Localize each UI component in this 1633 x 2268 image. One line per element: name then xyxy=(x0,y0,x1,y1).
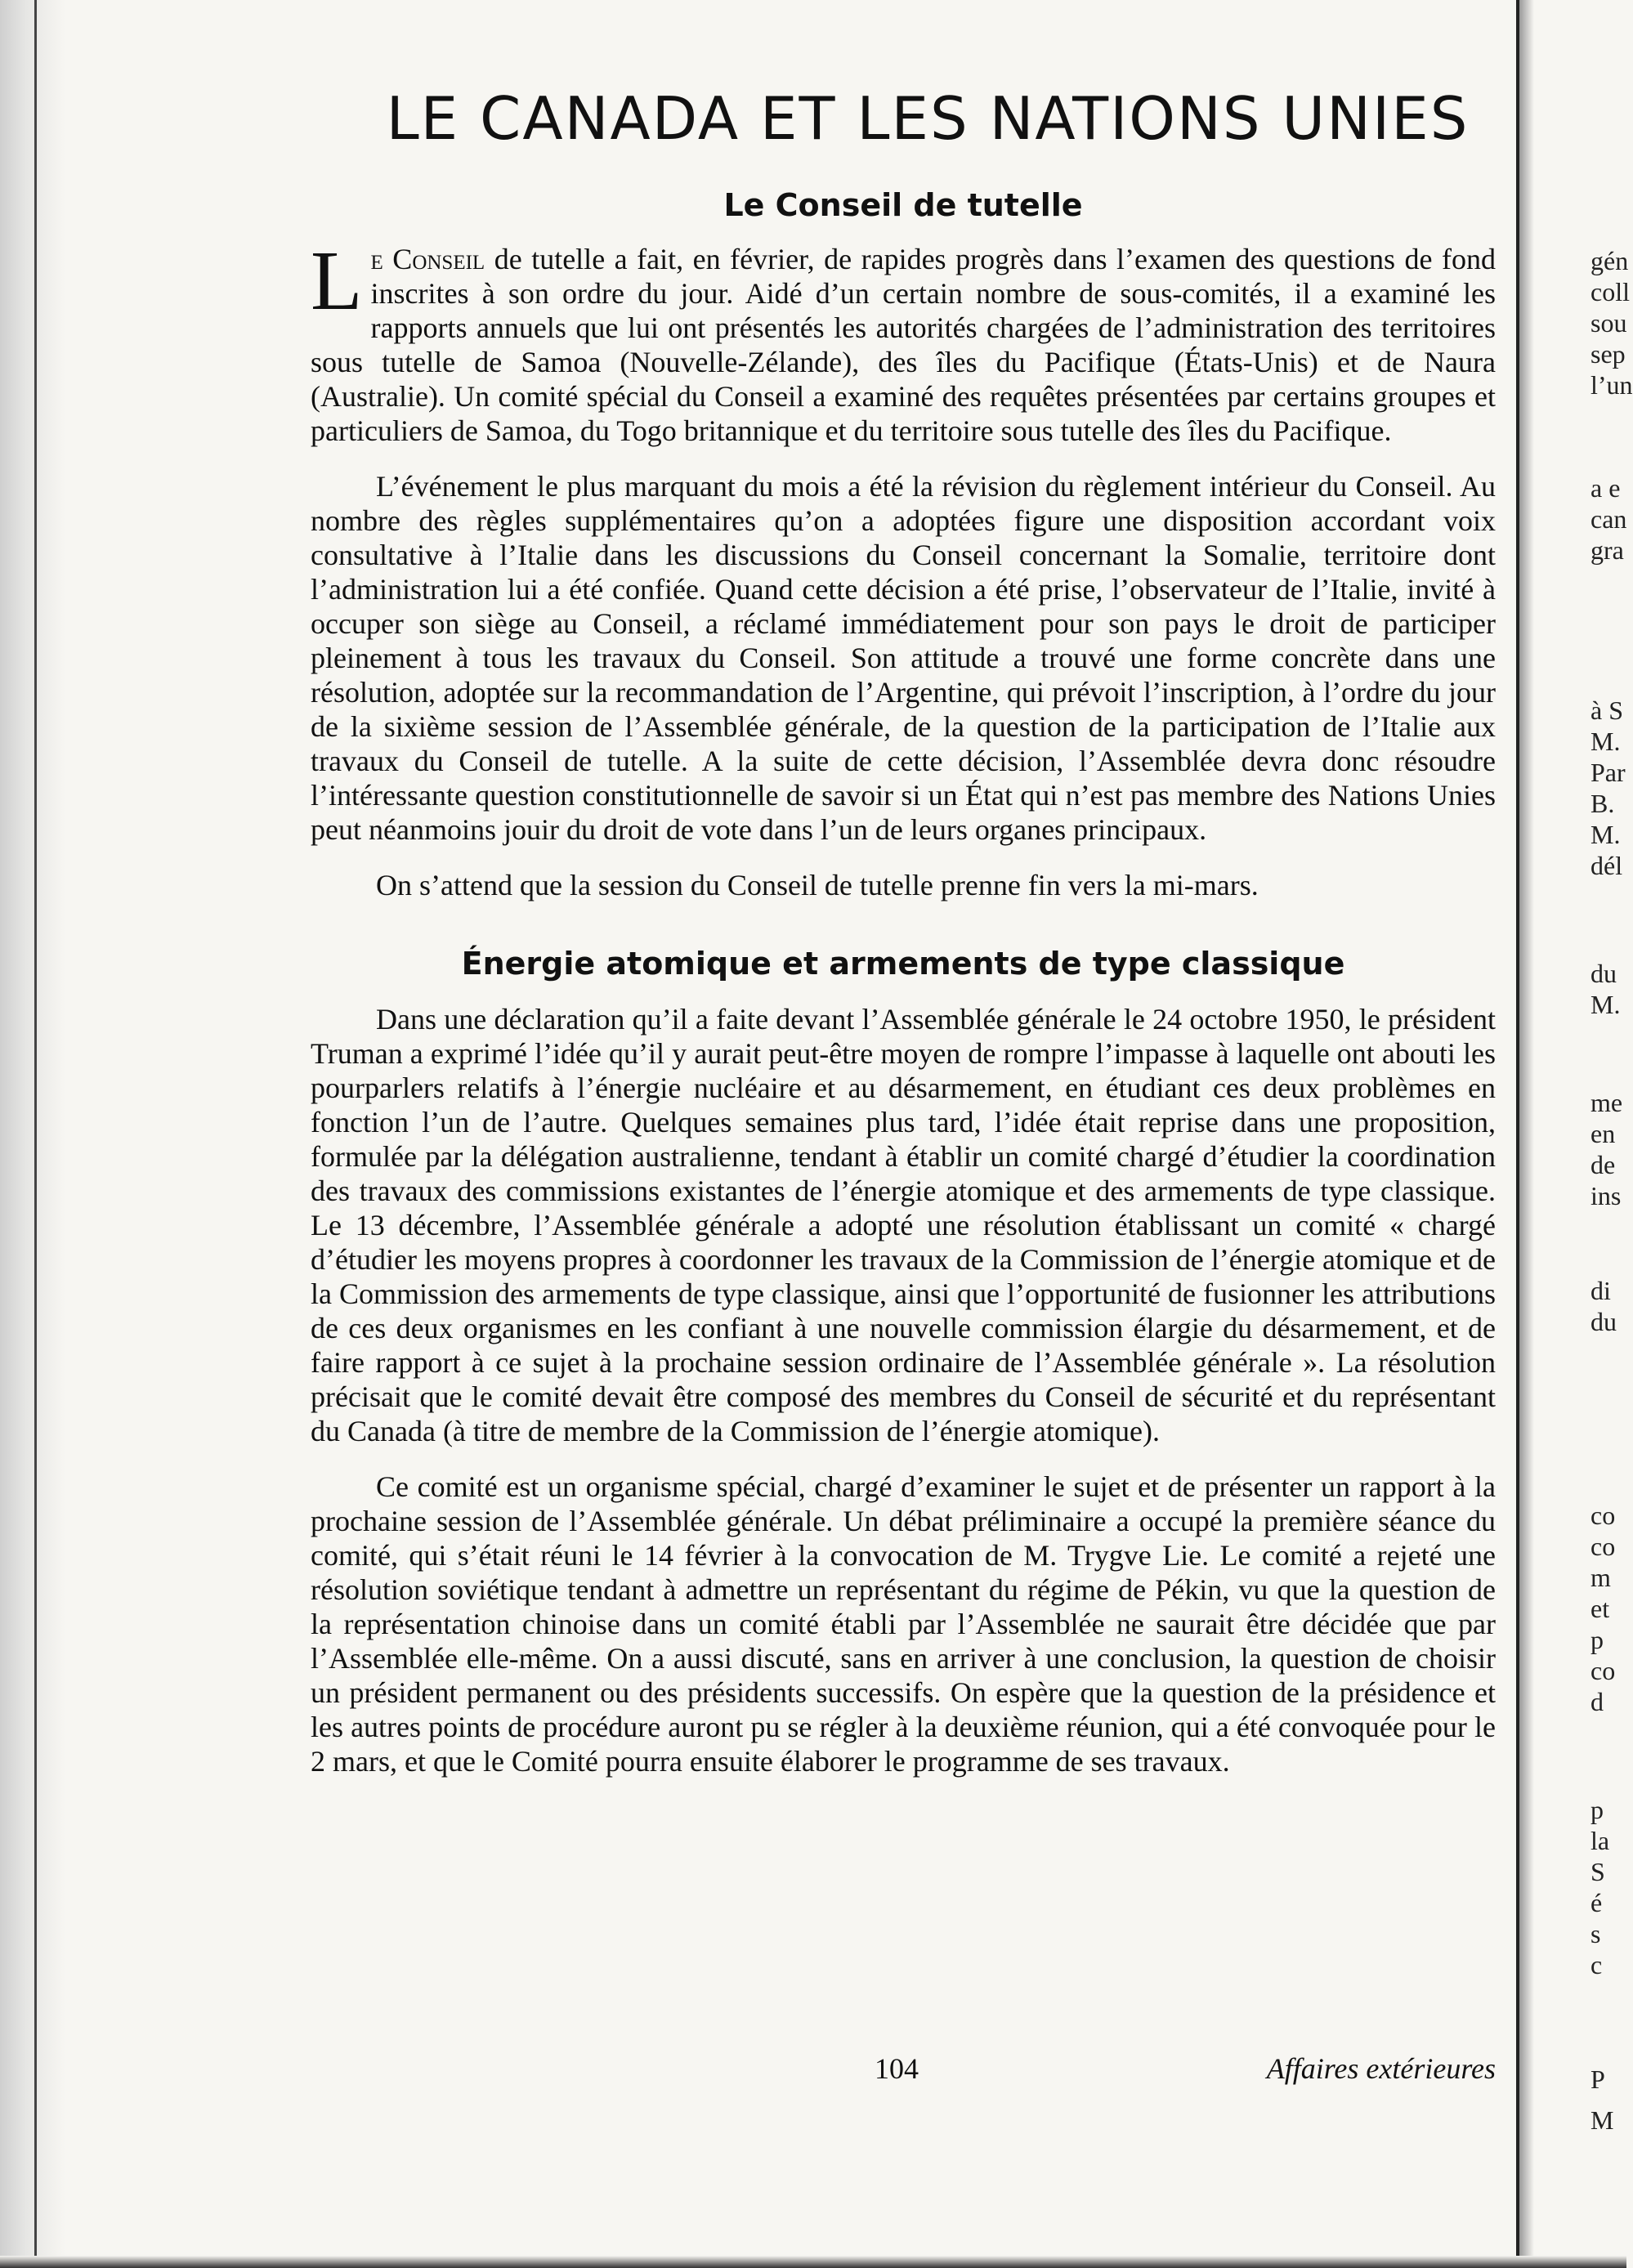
adjacent-page-fragment: s xyxy=(1590,1919,1601,1948)
adjacent-page-fragment: sou xyxy=(1590,308,1627,338)
adjacent-page-fragment: me xyxy=(1590,1088,1623,1117)
journal-name: Affaires extérieures xyxy=(1266,2052,1496,2085)
adjacent-page-fragment: d xyxy=(1590,1687,1604,1716)
adjacent-page-fragment: l’un xyxy=(1590,370,1633,400)
adjacent-page-fragment: la xyxy=(1590,1826,1610,1855)
adjacent-page-fragment: P xyxy=(1590,2064,1605,2094)
adjacent-page-fragment: du xyxy=(1590,959,1617,988)
adjacent-page-fragment: M. xyxy=(1590,727,1621,756)
adjacent-page-fragment: du xyxy=(1590,1307,1617,1336)
adjacent-page-fragment: can xyxy=(1590,504,1627,534)
adjacent-page-fragment: M xyxy=(1590,2105,1614,2135)
page-number: 104 xyxy=(875,2052,919,2085)
adjacent-page-fragment: dél xyxy=(1590,851,1623,880)
paragraph-trusteeship-3: On s’attend que la session du Conseil de tutelle prenne fin vers la mi-mars. xyxy=(376,869,1259,901)
adjacent-page-fragment: gra xyxy=(1590,535,1624,565)
adjacent-page-fragment: S xyxy=(1590,1857,1605,1886)
article-title: LE CANADA ET LES NATIONS UNIES xyxy=(386,84,1470,153)
adjacent-page-fragment: à S xyxy=(1590,696,1623,725)
adjacent-page-fragment: M. xyxy=(1590,820,1621,849)
adjacent-page-fragment: di xyxy=(1590,1276,1611,1305)
document-page xyxy=(311,82,1496,1778)
adjacent-page-fragment: co xyxy=(1590,1532,1616,1561)
adjacent-page-fragment: a e xyxy=(1590,473,1621,503)
adjacent-page-fragment: coll xyxy=(1590,277,1630,306)
left-binding-line xyxy=(34,0,37,2268)
bottom-scan-edge xyxy=(0,2256,1626,2268)
paragraph-text: de tutelle a fait, en février, de rapides progrès dans l’examen des questions de fond inscrites à son ordre du jour. Aidé d’un certain nombre de sous-comités, il a examiné les rapports annuels que lui ont présentés les autorités chargées de l’administration des territoires sous tutelle de Samoa (Nouvelle-Zélande), des îles du Pacifique (États-Unis) et de Naura (Australie). Un comité spécial du Conseil a examiné des requêtes présentées par certains groupes et particuliers de Samoa, du Togo britannique et du territoire sous tutelle des îles du Pacifique. xyxy=(311,243,1496,447)
adjacent-page-fragment: p xyxy=(1590,1625,1604,1654)
paragraph-trusteeship-2: L’événement le plus marquant du mois a été la révision du règlement intérieur du Conseil. Au nombre des règles supplémentaires qu’on a adoptées figure une disposition accordant voix consultative à l’Italie dans les discussions du Conseil concernant la Somalie, territoire dont l’administration lui a été confiée. Quand cette décision a été prise, l’observateur de l’Italie, invité à occuper son siège au Conseil, a réclamé immédiatement pour son pays le droit de participer pleinement à tous les travaux du Conseil. Son attitude a trouvé une forme concrète dans une résolution, adoptée sur la recommandation de l’Argentine, qui prévoit l’inscription, à l’ordre du jour de la sixième session de l’Assemblée générale, de la question de la participation de l’Italie aux travaux du Conseil de tutelle. A la suite de cette décision, l’Assemblée devra donc résoudre l’intéressante question constitutionnelle de savoir si un État qui n’est pas membre des Nations Unies peut néanmoins jouir du droit de vote dans l’un de leurs organes principaux. xyxy=(311,470,1496,846)
drop-cap: L xyxy=(311,234,363,328)
page-gutter-shadow xyxy=(1519,0,1534,2268)
section-heading-atomic-energy: Énergie atomique et armements de type classique xyxy=(461,946,1345,982)
adjacent-page-fragment: en xyxy=(1590,1119,1616,1148)
adjacent-page-fragment: p xyxy=(1590,1795,1604,1824)
adjacent-page-fragment: et xyxy=(1590,1594,1610,1623)
adjacent-page-fragment: B. xyxy=(1590,789,1615,818)
paragraph-trusteeship-1 xyxy=(311,234,1496,448)
paragraph-atomic-1: Dans une déclaration qu’il a faite devant l’Assemblée générale le 24 octobre 1950, le président Truman a exprimé l’idée qu’il y aurait peut-être moyen de rompre l’impasse à laquelle ont abouti les pourparlers relatifs à l’énergie nucléaire et au désarmement, en étudiant ces deux problèmes en fonction l’un de l’autre. Quelques semaines plus tard, l’idée était reprise dans une proposition, formulée par la délégation australienne, tendant à établir un comité chargé d’étudier la coordination des travaux des commissions existantes de l’énergie atomique et des armements de type classique. Le 13 décembre, l’Assemblée générale a adopté une résolution établissant un comité « chargé d’étudier les moyens propres à coordonner les travaux de la Commission de l’énergie atomique et de la Commission des armements de type classique, ainsi que l’opportunité de fusionner les attributions de ces deux organismes en les confiant à une nouvelle commission élargie du désarmement, et de faire rapport à ce sujet à la prochaine session ordinaire de l’Assemblée générale ». La résolution précisait que le comité devait être composé des membres du Conseil de sécurité et du représentant du Canada (à titre de membre de la Commission de l’énergie atomique). xyxy=(311,1003,1496,1447)
adjacent-page-fragment: ins xyxy=(1590,1181,1622,1210)
section-heading-trusteeship: Le Conseil de tutelle xyxy=(723,187,1083,223)
adjacent-page-fragment: c xyxy=(1590,1950,1603,1979)
lead-words: e Conseil xyxy=(370,243,485,275)
adjacent-page-edge xyxy=(1590,0,1633,2268)
adjacent-page-fragment: m xyxy=(1590,1563,1611,1592)
adjacent-page-fragment: de xyxy=(1590,1150,1616,1179)
page-footer xyxy=(311,2051,1496,2092)
left-binding-edge xyxy=(0,0,65,2268)
adjacent-page-fragment: co xyxy=(1590,1501,1616,1530)
adjacent-page-fragment: co xyxy=(1590,1656,1616,1685)
adjacent-page-fragment: gén xyxy=(1590,246,1629,275)
adjacent-page-fragment: é xyxy=(1590,1888,1603,1917)
adjacent-page-fragment: sep xyxy=(1590,339,1626,369)
adjacent-page-fragment: M. xyxy=(1590,990,1621,1019)
paragraph-atomic-2: Ce comité est un organisme spécial, chargé d’examiner le sujet et de présenter un rapport à la prochaine session de l’Assemblée générale. Un débat préliminaire a occupé la première séance du comité, qui s’était réuni le 14 février à la convocation de M. Trygve Lie. Le comité a rejeté une résolution soviétique tendant à admettre un représentant du régime de Pékin, vu que la question de la représentation chinoise dans un comité établi par l’Assemblée ne saurait être décidée que par l’Assemblée elle-même. On a aussi discuté, sans en arriver à une conclusion, la question de choisir un président permanent ou des présidents successifs. On espère que la question de la présidence et les autres points de procédure auront pu se régler à la deuxième réunion, qui a été convoquée pour le 2 mars, et que le Comité pourra ensuite élaborer le programme de ses travaux. xyxy=(311,1470,1496,1778)
adjacent-page-fragment: Par xyxy=(1590,758,1626,787)
